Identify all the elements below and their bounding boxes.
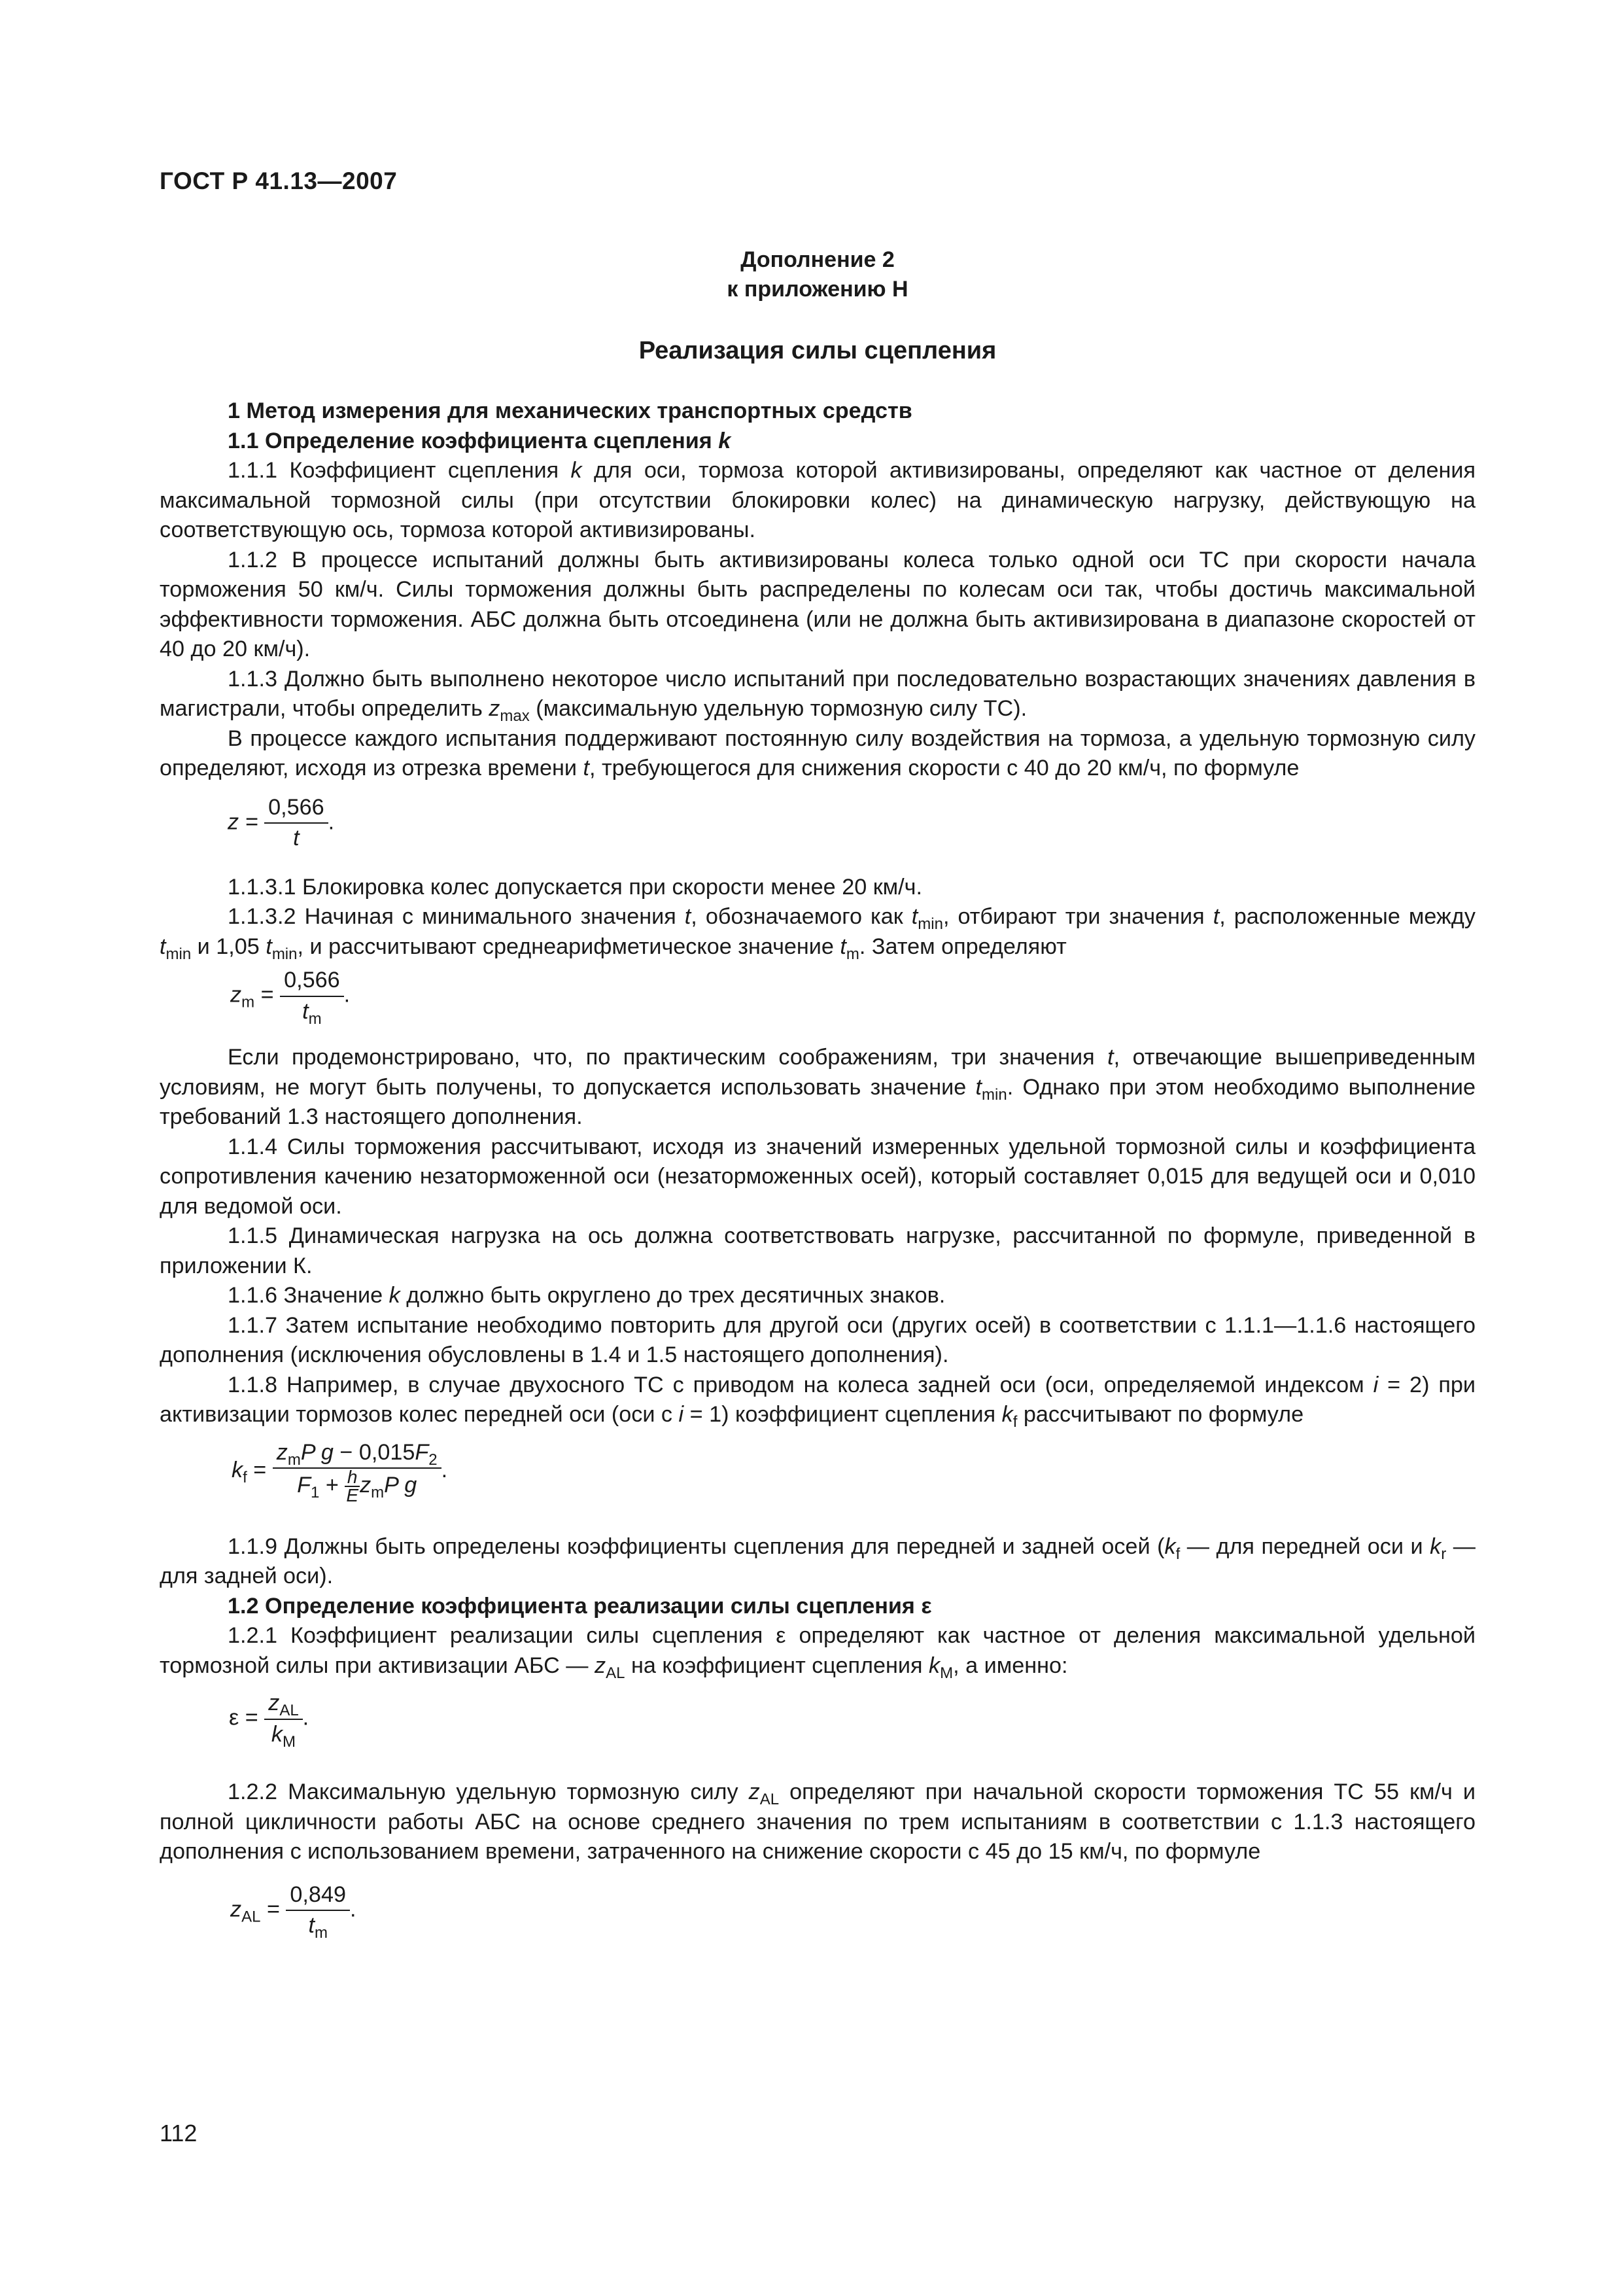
paragraph-1-1-5: 1.1.5 Динамическая нагрузка на ось должна соответствовать нагрузке, рассчитанной по формуле, приведенной в приложении К. bbox=[160, 1223, 1476, 1278]
page-number: 112 bbox=[160, 2120, 198, 2146]
paragraph-1-1-1: 1.1.1 Коэффициент сцепления k для оси, тормоза которой активизированы, определяют как частное от деления максимальной тормозной силы (при отсутствии блокировки колес) на динамическую нагрузку, действующую на соответствующую ось, тормоза которой активизированы. bbox=[160, 458, 1476, 542]
fraction: $z_mP$ $g - 0,015F_2$ $F_1$ + $\frac{h}{E}$ $z_mP$ g bbox=[273, 1438, 441, 1505]
paragraph-1-1-3-b: В процессе каждого испытания поддерживают постоянную силу воздействия на тормоза, а удельную тормозную силу определяют, исходя из отрезка времени t, требующегося для снижения скорости с 40 до 20 км/ч, по формуле bbox=[160, 726, 1476, 780]
supplement-line-1: Дополнение 2 bbox=[740, 247, 895, 272]
paragraph-1-1-3: 1.1.3 Должно быть выполнено некоторое число испытаний при последовательно возрастающих значениях давления в магистрали, чтобы определить $z_{max}$ (максимальную удельную тормозную силу ТС). bbox=[160, 666, 1476, 725]
fraction: $\frac{0,849}{t_m}$ bbox=[286, 1880, 350, 1941]
document-page bbox=[160, 0, 1476, 2295]
formula-epsilon: ε = $\frac{z_{AL}}{k_M}$ . bbox=[160, 1689, 1476, 1766]
section-title: Реализация силы сцепления bbox=[638, 337, 997, 364]
formula-zal: $z_{AL}$ = $\frac{0,849}{t_m}$ . bbox=[160, 1880, 1476, 1957]
formula-zm: $z_m$ = $\frac{0,566}{t_m}$ . bbox=[160, 966, 1476, 1038]
paragraph-1-2-2: 1.2.2 Максимальную удельную тормозную силу $z_{AL}$ определяют при начальной скорости торможения ТС 55 км/ч и полной цикличности работы АБС на основе среднего значения по трем испытаниям в соответствии с 1.1.3 настоящего дополнения с использованием времени, затраченного на снижение скорости с 45 до 15 км/ч, по формуле bbox=[160, 1779, 1476, 1864]
fraction: $\frac{z_{AL}}{k_M}$ bbox=[264, 1689, 302, 1749]
heading-1-1: 1.1 Определение коэффициента сцепления k bbox=[228, 428, 731, 453]
formula-kf: $k_f$ = $z_mP$ $g - 0,015F_2$ $F_1$ + $\frac{h}{E}$ $z_mP$ g . bbox=[160, 1438, 1476, 1527]
document-body bbox=[160, 396, 1476, 1957]
paragraph-1-1-9: 1.1.9 Должны быть определены коэффициенты сцепления для передней и задней осей ($k_f$ — для передней оси и $k_r$ — для задней оси). bbox=[160, 1533, 1476, 1588]
paragraph-if-demonstrated: Если продемонстрировано, что, по практическим соображениям, три значения t, отвечающие вышеприведенным условиям, не могут быть получены, то допускается использовать значение $t_{min}$. Однако при этом необходимо выполнение требований 1.3 настоящего дополнения. bbox=[160, 1045, 1476, 1129]
paragraph-1-1-7: 1.1.7 Затем испытание необходимо повторить для другой оси (других осей) в соответствии с 1.1.1—1.1.6 настоящего дополнения (исключения обусловлены в 1.4 и 1.5 настоящего дополнения). bbox=[160, 1312, 1476, 1367]
paragraph-1-1-4: 1.1.4 Силы торможения рассчитывают, исходя из значений измеренных удельной тормозной силы и коэффициента сопротивления качению незаторможенной оси (незаторможенных осей), который составляет 0,015 для ведущей оси и 0,010 для ведомой оси. bbox=[160, 1134, 1476, 1219]
fraction: $\frac{0,566}{t}$ bbox=[264, 793, 328, 854]
paragraph-1-1-3-2: 1.1.3.2 Начиная с минимального значения t, обозначаемого как $t_{min}$, отбирают три значения t, расположенные между $t_{min}$ и 1,05 $t_{min}$, и рассчитывают среднеарифметическое значение $t_m$. Затем определяют bbox=[160, 904, 1476, 963]
fraction: $\frac{0,566}{t_m}$ bbox=[280, 966, 344, 1026]
paragraph-1-2-1: 1.2.1 Коэффициент реализации силы сцепления ε определяют как частное от деления максимальной удельной тормозной силы при активизации АБС — $z_{AL}$ на коэффициент сцепления $k_M$, а именно: bbox=[160, 1623, 1476, 1682]
formula-z: z = $\frac{0,566}{t}$ . bbox=[160, 793, 1476, 864]
paragraph-1-1-2: 1.1.2 В процессе испытаний должны быть активизированы колеса только одной оси ТС при скорости начала торможения 50 км/ч. Силы торможения должны быть распределены по колесам оси так, чтобы достичь максимальной эффективности торможения. АБС должна быть отсоединена (или не должна быть активизирована в диапазоне скоростей от 40 до 20 км/ч). bbox=[160, 547, 1476, 661]
paragraph-1-1-6: 1.1.6 Значение k должно быть округлено до трех десятичных знаков. bbox=[228, 1283, 946, 1308]
heading-1: 1 Метод измерения для механических транспортных средств bbox=[228, 398, 912, 423]
document-header: ГОСТ Р 41.13—2007 bbox=[160, 167, 398, 194]
supplement-line-2: к приложению Н bbox=[727, 277, 908, 302]
paragraph-1-1-3-1: 1.1.3.1 Блокировка колес допускается при скорости менее 20 км/ч. bbox=[228, 874, 922, 900]
paragraph-1-1-8: 1.1.8 Например, в случае двухосного ТС с приводом на колеса задней оси (оси, определяемой индексом i = 2) при активизации тормозов колес передней оси (оси с i = 1) коэффициент сцепления $k_f$ рассчитывают по формуле bbox=[160, 1372, 1476, 1431]
heading-1-2: 1.2 Определение коэффициента реализации силы сцепления ε bbox=[228, 1593, 932, 1619]
